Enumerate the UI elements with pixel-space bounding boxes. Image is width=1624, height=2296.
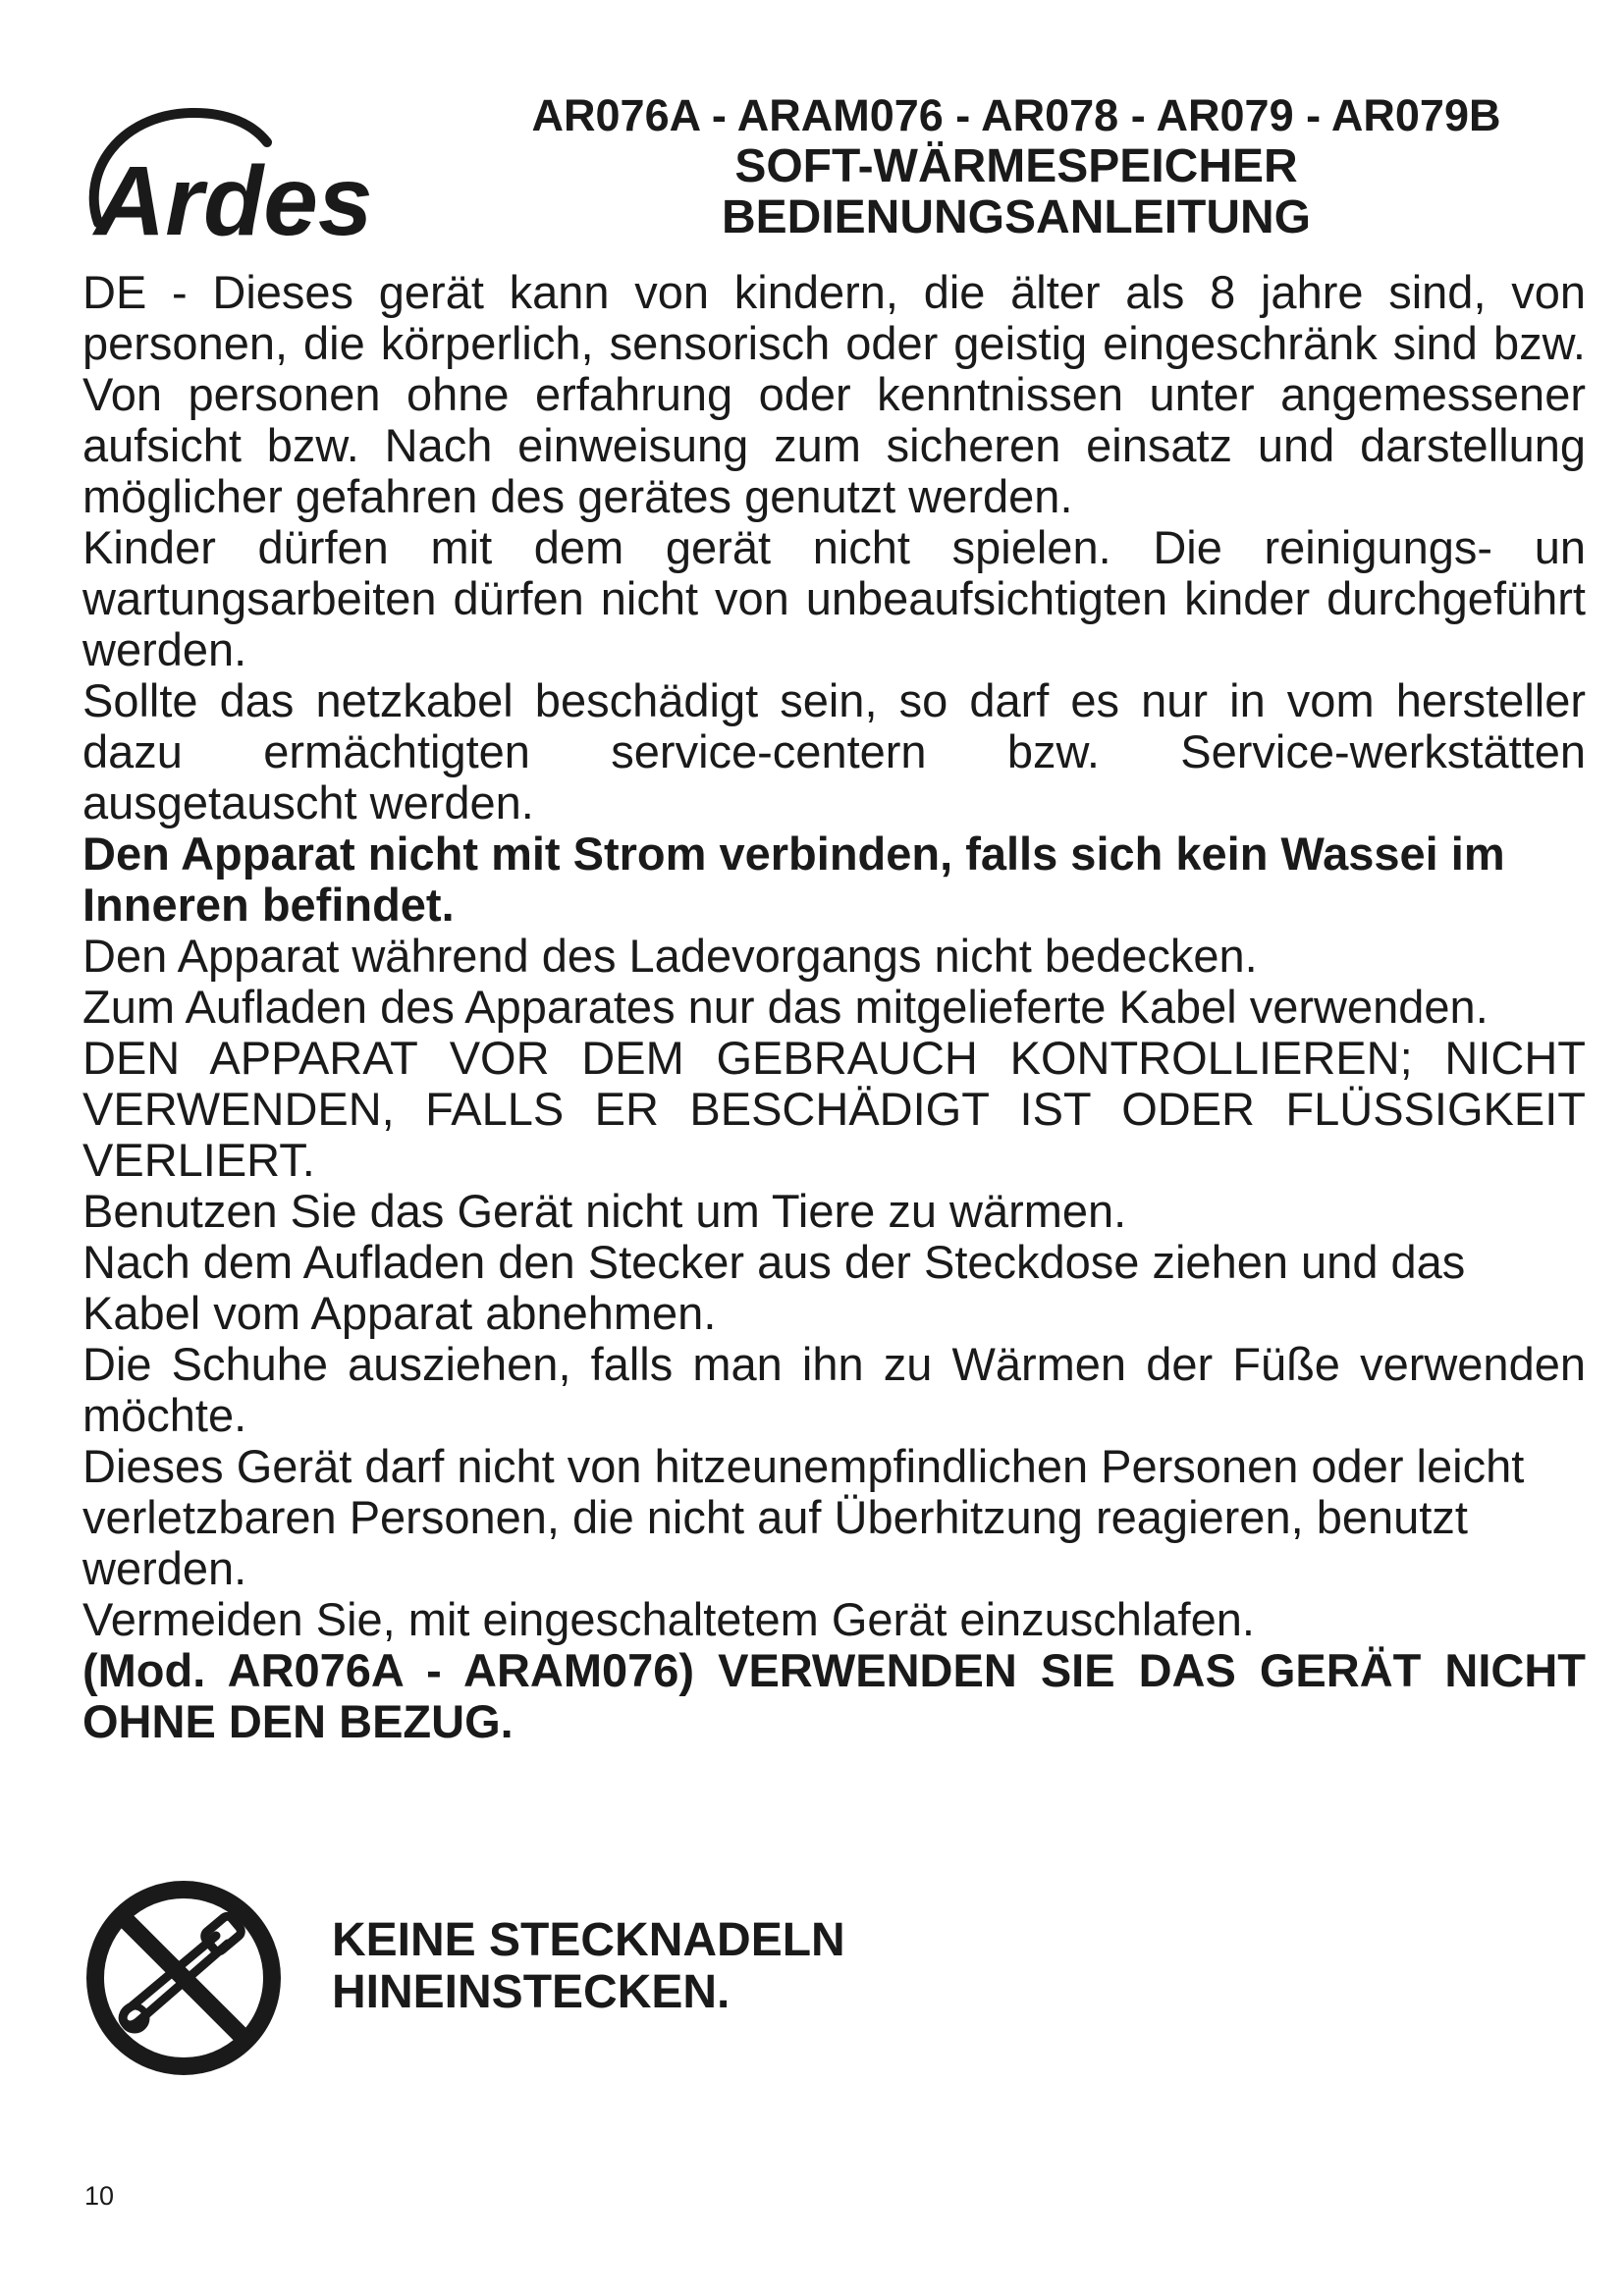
paragraph-no-animals: Benutzen Sie das Gerät nicht um Tiere zu wärmen. <box>82 1185 1127 1237</box>
pin-warning-text <box>332 1914 845 2018</box>
no-pins-icon <box>81 1875 287 2081</box>
page-number: 10 <box>84 2181 115 2211</box>
paragraph-children-play: Kinder dürfen mit dem gerät nicht spielen. Die reinigungs- un wartungsarbeiten dürfen nicht von unbeaufsichtigten kinder durchgeführt werden. <box>82 521 1586 675</box>
document-subtitle: BEDIENUNGSANLEITUNG <box>721 191 1312 243</box>
pin-warning-line2: HINEINSTECKEN. <box>332 1966 731 2018</box>
ardes-logo-mark <box>81 103 424 255</box>
paragraph-check-device: DEN APPARAT VOR DEM GEBRAUCH KONTROLLIEREN; NICHT VERWENDEN, FALLS ER BESCHÄDIGT IST ODER FLÜSSIGKEIT VERLIERT. <box>82 1032 1586 1186</box>
paragraph-children-supervision: DE - Dieses gerät kann von kindern, die älter als 8 jahre sind, von personen, die körperlich, sensorisch oder geistig eingeschränk sind bzw. Von personen ohne erfahrung oder kenntnissen unter angemessener aufsicht bzw. Nach einweisung zum sicheren einsatz und darstellung möglicher gefahren des gerätes genutzt werden. <box>82 266 1586 522</box>
document-header <box>0 0 1624 255</box>
document-title: SOFT-WÄRMESPEICHER <box>734 140 1298 192</box>
paragraph-water-warning: Den Apparat nicht mit Strom verbinden, falls sich kein Wassei im Inneren befindet. <box>82 828 1505 931</box>
paragraph-supplied-cable: Zum Aufladen des Apparates nur das mitgelieferte Kabel verwenden. <box>82 981 1489 1033</box>
instructions-body <box>82 267 1586 1747</box>
model-numbers: AR076A - ARAM076 - AR078 - AR079 - AR079B <box>531 90 1501 140</box>
paragraph-sensitive-persons: Dieses Gerät darf nicht von hitzeunempfindlichen Personen oder leicht verletzbaren Personen, die nicht auf Überhitzung reagieren, benutzt werden. <box>82 1440 1525 1594</box>
paragraph-power-cable: Sollte das netzkabel beschädigt sein, so darf es nur in vom hersteller dazu ermächtigten service-centern bzw. Service-werkstätten ausgetauscht werden. <box>82 674 1586 828</box>
paragraph-do-not-sleep: Vermeiden Sie, mit eingeschaltetem Gerät einzuschlafen. <box>82 1593 1255 1645</box>
paragraph-cover-required: (Mod. AR076A - ARAM076) VERWENDEN SIE DAS GERÄT NICHT OHNE DEN BEZUG. <box>82 1644 1586 1747</box>
pin-warning-line1: KEINE STECKNADELN <box>332 1914 845 1966</box>
paragraph-remove-shoes: Die Schuhe ausziehen, falls man ihn zu Wärmen der Füße verwenden möchte. <box>82 1338 1586 1441</box>
logo-wordmark: Ardes <box>94 146 373 255</box>
paragraph-do-not-cover: Den Apparat während des Ladevorgangs nicht bedecken. <box>82 930 1258 982</box>
ardes-logo <box>81 103 424 255</box>
paragraph-unplug: Nach dem Aufladen den Stecker aus der Steckdose ziehen und das Kabel vom Apparat abnehmen. <box>82 1236 1466 1339</box>
